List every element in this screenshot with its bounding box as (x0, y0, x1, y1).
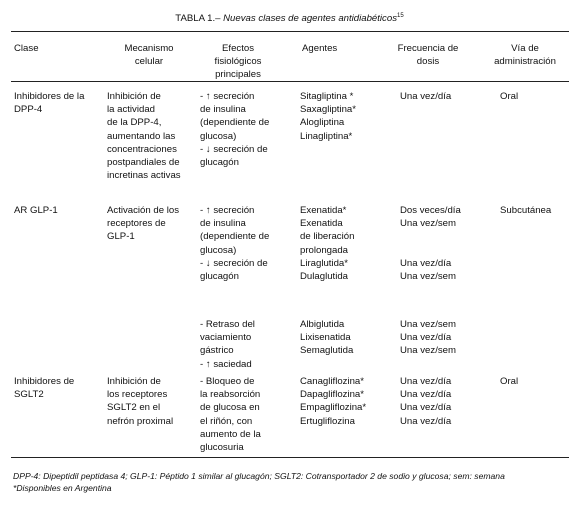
cell-sglt2-agentes: Canagliflozina* Dapagliflozina* Empagliflozina* Ertugliflozina (300, 376, 367, 427)
footnote-availability: *Disponibles en Argentina (13, 483, 112, 493)
cell-glp1-frecuencia: Dos veces/día Una vez/sem Una vez/día Una vez/sem (400, 205, 461, 283)
cell-dpp4-clase: Inhibidores de la DPP-4 (14, 91, 85, 116)
cell-glp1-clase: AR GLP-1 (14, 205, 58, 216)
bottom-rule (11, 457, 569, 458)
table-title (0, 13, 579, 24)
cell-glp1-via: Subcutánea (500, 205, 552, 216)
table-title-ref: 15 (397, 13, 404, 19)
cell-sglt2-frecuencia: Una vez/día Una vez/día Una vez/día Una vez/día (400, 376, 452, 427)
footnote-abbreviations: DPP-4: Dipeptidil peptidasa 4; GLP-1: Péptido 1 similar al glucagón; SGLT2: Cotransportador 2 de sodio y glucosa; sem: semana (13, 471, 505, 481)
header-agentes: Agentes (302, 43, 338, 54)
cell-dpp4-via: Oral (500, 91, 519, 102)
header-via: Vía de administración (494, 43, 556, 67)
header-rule (11, 81, 569, 82)
cell-glp1-agentes: Exenatida* Exenatida de liberación prolongada Liraglutida* Dulaglutida (300, 205, 355, 283)
cell-dpp4-efectos: - ↑ secreción de insulina (dependiente de glucosa) - ↓ secreción de glucagón (200, 91, 270, 169)
table-title-label: TABLA 1.– (175, 13, 221, 25)
cell-glp1-efectos: - ↑ secreción de insulina (dependiente de glucosa) - ↓ secreción de glucagón (200, 205, 270, 283)
header-frecuencia: Frecuencia de dosis (397, 43, 459, 67)
cell-dpp4-frecuencia: Una vez/día (400, 91, 452, 102)
cell-sglt2-mecanismo: Inhibición de los receptores SGLT2 en el nefrón proximal (107, 376, 174, 427)
cell-glp1-mecanismo: Activación de los receptores de GLP-1 (107, 205, 179, 243)
table-title-text: Nuevas clases de agentes antidiabéticos (223, 13, 397, 25)
cell-glp1-efectos-2: - Retraso del vaciamiento gástrico - ↑ saciedad (200, 319, 255, 370)
cell-dpp4-mecanismo: Inhibición de la actividad de la DPP-4, aumentando las concentraciones postpandiales de incretinas activas (107, 91, 181, 182)
header-efectos: Efectos fisiológicos principales (214, 43, 262, 80)
cell-glp1-agentes-2: Albiglutida Lixisenatida Semaglutida (300, 319, 354, 357)
header-clase: Clase (14, 43, 39, 54)
cell-sglt2-via: Oral (500, 376, 519, 387)
top-rule (11, 31, 569, 32)
cell-glp1-frecuencia-2: Una vez/sem Una vez/día Una vez/sem (400, 319, 456, 357)
cell-sglt2-efectos: - Bloqueo de la reabsorción de glucosa en el riñón, con aumento de la glucosuria (200, 376, 261, 454)
cell-sglt2-clase: Inhibidores de SGLT2 (14, 376, 75, 401)
cell-dpp4-agentes: Sitagliptina * Saxagliptina* Alogliptina Linagliptina* (300, 91, 357, 142)
header-mecanismo: Mecanismo celular (124, 43, 174, 67)
